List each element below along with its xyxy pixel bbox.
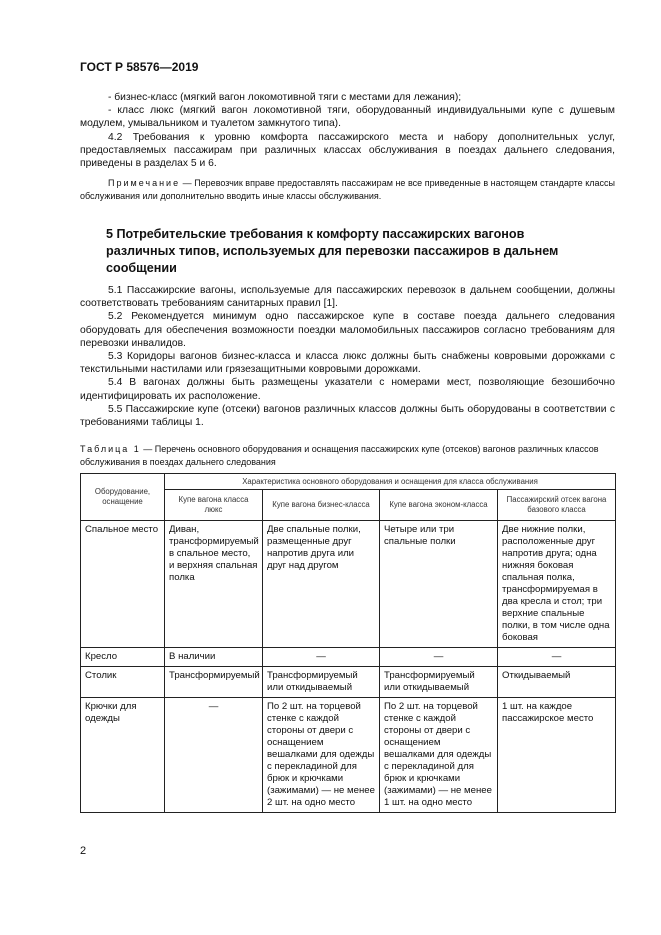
header-col-base: Пассажирский отсек вагона базового класса (498, 490, 616, 521)
equipment-table (80, 473, 616, 813)
table-caption-text: — Перечень основного оборудования и оснащения пассажирских купе (отсеков) вагонов различных классов обслуживания в поездах дальнего следования (80, 444, 599, 467)
header-group: Характеристика основного оборудования и оснащения для класса обслуживания (165, 474, 616, 490)
table-cell: 1 шт. на каждое пассажирское место (498, 698, 616, 813)
header-col-business: Купе вагона бизнес-класса (263, 490, 380, 521)
row-name: Столик (81, 667, 165, 698)
section-title: 5 Потребительские требования к комфорту пассажирских вагонов различных типов, используемых для перевозки пассажиров в дальнем сообщении (106, 227, 559, 275)
table-cell: Трансформируемый или откидываемый (263, 667, 380, 698)
paragraph-5-5: 5.5 Пассажирские купе (отсеки) вагонов различных классов должны быть оборудованы в соответствии с требованиями таблицы 1. (80, 403, 615, 429)
paragraph-5-1: 5.1 Пассажирские вагоны, используемые для пассажирских перевозок в дальнем сообщении, должны соответствовать требованиям санитарных правил [1]. (80, 285, 615, 310)
table-cell: Откидываемый (498, 667, 616, 698)
note-text: — Перевозчик вправе предоставлять пассажирам не все приведенные в настоящем стандарте классы обслуживания или дополнительно вводить иные классы обслуживания. (80, 178, 615, 202)
table-cell: По 2 шт. на торцевой стенке с каждой стороны от двери с оснащением вешалками для одежды с перекладиной для брюк и крючками (зажимами) — не менее 2 шт. на одно место (263, 698, 380, 813)
table-header-row (81, 474, 616, 490)
table-row (81, 667, 616, 698)
paragraph-5-4: 5.4 В вагонах должны быть размещены указатели с номерами мест, позволяющие безошибочно идентифицировать их расположение. (80, 377, 615, 402)
table-row (81, 648, 616, 667)
table-caption (80, 443, 615, 469)
note-label: Примечание (108, 178, 181, 189)
table-cell: Две нижние полки, расположенные друг напротив друга; одна нижняя боковая спальная полка, трансформируемая в два кресла и стол; три верхние спальные полки, в том числе одна боковая (498, 521, 616, 648)
table-cell: Четыре или три спальные полки (380, 521, 498, 648)
table-cell: В наличии (165, 648, 263, 667)
list-item-business: - бизнес-класс (мягкий вагон локомотивной тяги с местами для лежания); (108, 92, 462, 103)
section-body (80, 284, 615, 429)
document-code: ГОСТ Р 58576—2019 (80, 60, 199, 74)
paragraph-5-2: 5.2 Рекомендуется минимум одно пассажирское купе в составе поезда дальнего следования оборудовать для обеспечения возможности поездки маломобильных пассажиров согласно требованиям для перевозки инвалидов. (80, 311, 615, 349)
list-item-lux: - класс люкс (мягкий вагон локомотивной тяги, оборудованный индивидуальными купе с душевым модулем, умывальником и туалетом замкнутого типа). (80, 105, 615, 130)
table-cell: — (380, 648, 498, 667)
table-caption-label: Таблица 1 (80, 444, 141, 454)
page-number: 2 (80, 845, 87, 857)
header-equipment: Оборудование, оснащение (81, 474, 165, 521)
intro-block (80, 91, 615, 203)
paragraph-4-2: 4.2 Требования к уровню комфорта пассажирского места и набору дополнительных услуг, предоставляемых пассажирам при различных классах обслуживания в поездах дальнего следования, приведены в разделах 5 и 6. (80, 131, 615, 170)
table-cell: По 2 шт. на торцевой стенке с каждой стороны от двери с оснащением вешалками для одежды с перекладиной для брюк и крючками (зажимами) — не менее 1 шт. на одно место (380, 698, 498, 813)
row-name: Кресло (81, 648, 165, 667)
table-cell: — (498, 648, 616, 667)
header-col-lux: Купе вагона класса люкс (165, 490, 263, 521)
row-name: Спальное место (81, 521, 165, 648)
header-col-economy: Купе вагона эконом-класса (380, 490, 498, 521)
row-name: Крючки для одежды (81, 698, 165, 813)
table-row (81, 521, 616, 648)
table-cell: Трансформируемый (165, 667, 263, 698)
note (80, 177, 615, 203)
table-cell: — (165, 698, 263, 813)
table-row (81, 698, 616, 813)
table-cell: Две спальные полки, размещенные друг напротив друга или друг над другом (263, 521, 380, 648)
table-cell: Диван, трансформируемый в спальное место, и верхняя спальная полка (165, 521, 263, 648)
table-cell: Трансформируемый или откидываемый (380, 667, 498, 698)
table-cell: — (263, 648, 380, 667)
paragraph-5-3: 5.3 Коридоры вагонов бизнес-класса и класса люкс должны быть снабжены ковровыми дорожками с текстильными настилами или грязезащитными ковровыми дорожками. (80, 351, 615, 376)
